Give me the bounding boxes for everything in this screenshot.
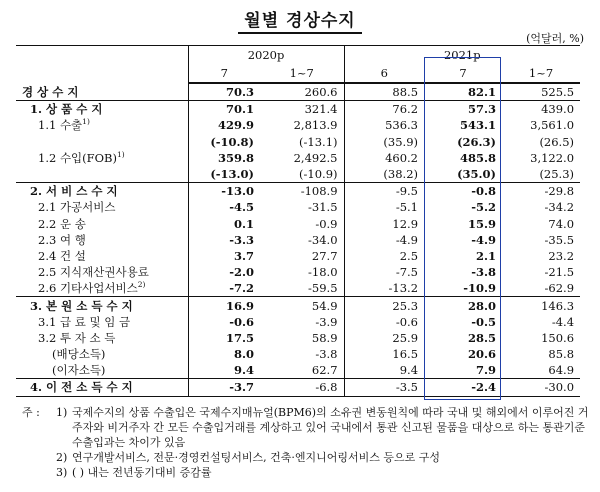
- cell-value: (-13.0): [188, 166, 260, 183]
- header-2021: 2021p: [344, 46, 580, 65]
- cell-value: 3,561.0: [530, 118, 575, 133]
- header-col: 1~7: [260, 64, 344, 83]
- cell-value: -18.0: [308, 265, 338, 280]
- header-corner: [16, 46, 188, 84]
- cell-value: 7.9: [476, 363, 497, 378]
- cell-value: 25.9: [344, 330, 424, 346]
- row-label-text: 2.6 기타사업서비스: [38, 281, 138, 296]
- footnote-lead: 주 :: [22, 406, 40, 419]
- row-label: [16, 297, 188, 314]
- cell-value: 485.8: [460, 150, 497, 165]
- footnote-number: 3): [56, 466, 68, 479]
- cell-value: 2.1: [476, 248, 497, 263]
- row-label-text: (배당소득): [52, 347, 106, 362]
- table-row: [16, 101, 580, 118]
- table-row: [16, 117, 580, 133]
- header-year-row: [16, 46, 580, 65]
- row-label-text: 4. 이 전 소 득 수 지: [30, 380, 133, 395]
- table-row: [16, 280, 580, 297]
- cell-value: -62.9: [544, 281, 575, 296]
- footnote-ref: 2): [137, 280, 146, 290]
- cell-value: -34.2: [544, 200, 575, 215]
- table-row: [16, 166, 580, 183]
- cell-value: (-10.9): [299, 167, 338, 182]
- cell-value: -2.0: [188, 264, 260, 280]
- cell-value: 85.8: [548, 347, 575, 362]
- table-row: [16, 248, 580, 264]
- row-label-text: 1. 상 품 수 지: [30, 102, 103, 117]
- footnote-text: ( ) 내는 전년동기대비 증감률: [72, 466, 212, 479]
- page-title: 월별 경상수지: [0, 6, 600, 31]
- cell-value: -6.8: [260, 379, 344, 396]
- cell-value: -108.9: [260, 183, 344, 200]
- footnote: [22, 450, 592, 465]
- cell-value: 525.5: [541, 85, 575, 100]
- cell-value: 0.1: [188, 216, 260, 232]
- cell-value: 9.4: [344, 362, 424, 379]
- cell-value: -4.5: [188, 199, 260, 215]
- cell-value: -4.9: [471, 232, 497, 247]
- table-row: [16, 199, 580, 215]
- row-label: [16, 346, 188, 362]
- cell-value: 57.3: [424, 101, 502, 118]
- cell-value: 3.7: [188, 248, 260, 264]
- footnote: [22, 405, 592, 450]
- row-label-text: 경 상 수 지: [22, 84, 79, 99]
- cell-value: 70.1: [188, 101, 260, 118]
- cell-value: -4.9: [344, 232, 424, 248]
- row-label: [16, 362, 188, 379]
- cell-value: -3.9: [315, 314, 338, 329]
- cell-value: (25.3): [539, 167, 575, 182]
- cell-value: 58.9: [311, 330, 338, 345]
- cell-value: 3,122.0: [530, 150, 575, 165]
- cell-value: 20.6: [468, 347, 497, 362]
- header-col: 1~7: [502, 64, 580, 83]
- cell-value: 76.2: [344, 101, 424, 118]
- cell-value: 9.4: [188, 362, 260, 379]
- cell-value: 439.0: [502, 101, 580, 118]
- cell-value: 62.7: [311, 363, 338, 378]
- cell-value: 2,813.9: [293, 118, 338, 133]
- cell-value: -0.6: [344, 314, 424, 330]
- cell-value: -13.2: [344, 280, 424, 297]
- cell-value: -0.8: [424, 183, 502, 200]
- row-label: [16, 280, 188, 297]
- cell-value: (35.9): [344, 134, 424, 150]
- cell-value: -3.5: [344, 379, 424, 396]
- row-label: [16, 330, 188, 346]
- cell-value: (26.3): [457, 134, 497, 149]
- cell-value: 15.9: [468, 216, 497, 231]
- footnote-number: 2): [56, 451, 68, 464]
- cell-value: 536.3: [344, 117, 424, 133]
- row-label-text: (이자소득): [52, 363, 106, 378]
- cell-value: (35.0): [457, 167, 497, 182]
- header-col: 7: [424, 64, 502, 83]
- table-row: [16, 379, 580, 396]
- row-label: [16, 134, 188, 150]
- cell-value: -59.5: [308, 281, 338, 296]
- row-label: [16, 248, 188, 264]
- footnote: [22, 465, 592, 480]
- cell-value: -34.0: [308, 232, 338, 247]
- row-label: [16, 264, 188, 280]
- row-label-text: 2. 서 비 스 수 지: [30, 184, 118, 199]
- header-col: 6: [344, 64, 424, 83]
- row-label-text: 2.1 가공서비스: [38, 200, 116, 215]
- cell-value: 146.3: [502, 297, 580, 314]
- cell-value: 70.3: [188, 83, 260, 101]
- cell-value: 321.4: [260, 101, 344, 118]
- table-row: [16, 232, 580, 248]
- row-label-text: 1.1 수출: [38, 118, 83, 133]
- cell-value: -31.5: [308, 200, 338, 215]
- row-label-text: 2.4 건 설: [38, 248, 86, 263]
- row-label-text: 3.1 급 료 및 임 금: [38, 314, 131, 329]
- cell-value: 25.3: [344, 297, 424, 314]
- table-row: [16, 314, 580, 330]
- cell-value: 543.1: [460, 118, 497, 133]
- row-label: [16, 199, 188, 215]
- cell-value: 28.5: [468, 330, 497, 345]
- cell-value: 27.7: [311, 248, 338, 263]
- table-body: [16, 83, 580, 396]
- unit-label: (억달러, %): [526, 32, 584, 45]
- cell-value: -7.5: [344, 264, 424, 280]
- cell-value: -0.6: [188, 314, 260, 330]
- cell-value: (-10.8): [188, 134, 260, 150]
- row-label: [16, 314, 188, 330]
- cell-value: (-13.1): [299, 134, 338, 149]
- cell-value: -3.8: [471, 265, 497, 280]
- cell-value: 8.0: [188, 346, 260, 362]
- cell-value: 64.9: [548, 363, 575, 378]
- table-row: [16, 150, 580, 166]
- footnote-text: 국제수지의 상품 수출입은 국제수지매뉴얼(BPM6)의 소유권 변동원칙에 따라 국내 및 해외에서 이루어진 거주자와 비거주자 간 모든 수출입거래를 계상하고 있어 국내에서 통관 신고된 물품을 대상으로 하는 통관기준 수출입과는 차이가 있음: [72, 406, 589, 449]
- cell-value: -13.0: [188, 183, 260, 200]
- cell-value: 2,492.5: [293, 150, 338, 165]
- row-label-text: 1.2 수입(FOB): [38, 150, 117, 165]
- cell-value: -10.9: [463, 281, 497, 296]
- footnote-ref: 1): [117, 150, 125, 160]
- cell-value: 359.8: [188, 150, 260, 166]
- cell-value: 12.9: [344, 216, 424, 232]
- row-label-text: 2.3 여 행: [38, 232, 86, 247]
- table-row: [16, 297, 580, 314]
- row-label: [16, 183, 188, 200]
- cell-value: 23.2: [548, 248, 575, 263]
- cell-value: -5.1: [344, 199, 424, 215]
- cell-value: -21.5: [544, 265, 575, 280]
- footnote-number: 1): [56, 406, 68, 419]
- row-label: [16, 117, 188, 133]
- row-label: [16, 379, 188, 396]
- cell-value: 16.5: [344, 346, 424, 362]
- cell-value: 460.2: [344, 150, 424, 166]
- table-row: [16, 183, 580, 200]
- cell-value: 260.6: [304, 85, 338, 100]
- cell-value: -3.3: [188, 232, 260, 248]
- footnotes: [22, 405, 592, 480]
- row-label-text: 3.2 투 자 소 득: [38, 330, 116, 345]
- cell-value: 82.1: [468, 85, 497, 100]
- cell-value: 429.9: [188, 117, 260, 133]
- cell-value: 74.0: [548, 216, 575, 231]
- cell-value: -29.8: [502, 183, 580, 200]
- cell-value: -30.0: [502, 379, 580, 396]
- row-label: [16, 83, 188, 101]
- cell-value: -3.7: [188, 379, 260, 396]
- cell-value: 2.5: [344, 248, 424, 264]
- row-label: [16, 216, 188, 232]
- cell-value: (38.2): [344, 166, 424, 183]
- table-row: [16, 362, 580, 379]
- cell-value: 16.9: [188, 297, 260, 314]
- footnote-text: 연구개발서비스, 전문·경영컨설팅서비스, 건축·엔지니어링서비스 등으로 구성: [72, 451, 441, 464]
- row-label-text: 3. 본 원 소 득 수 지: [30, 298, 133, 313]
- table-row: [16, 330, 580, 346]
- table-row: [16, 134, 580, 150]
- cell-value: -9.5: [344, 183, 424, 200]
- cell-value: -0.5: [471, 314, 497, 329]
- cell-value: -0.9: [315, 216, 338, 231]
- header-col: 7: [188, 64, 260, 83]
- cell-value: (26.5): [539, 134, 575, 149]
- table-row: [16, 264, 580, 280]
- row-label-text: 2.5 지식재산권사용료: [38, 265, 149, 280]
- row-label: [16, 166, 188, 183]
- cell-value: -5.2: [471, 200, 497, 215]
- cell-value: -4.4: [551, 314, 575, 329]
- cell-value: 17.5: [188, 330, 260, 346]
- row-label: [16, 232, 188, 248]
- cell-value: 88.5: [344, 83, 424, 101]
- cell-value: -3.8: [315, 347, 338, 362]
- row-label: [16, 101, 188, 118]
- table-row: [16, 216, 580, 232]
- cell-value: -2.4: [424, 379, 502, 396]
- cell-value: -7.2: [188, 280, 260, 297]
- header-2020: 2020p: [188, 46, 344, 65]
- cell-value: 28.0: [424, 297, 502, 314]
- cell-value: 54.9: [260, 297, 344, 314]
- row-label: [16, 150, 188, 166]
- row-label-text: 2.2 운 송: [38, 216, 86, 231]
- current-account-table: [16, 45, 580, 397]
- footnote-ref: 1): [82, 117, 90, 127]
- cell-value: -35.5: [544, 232, 575, 247]
- cell-value: 150.6: [541, 330, 575, 345]
- table-row: [16, 346, 580, 362]
- table-row: [16, 83, 580, 101]
